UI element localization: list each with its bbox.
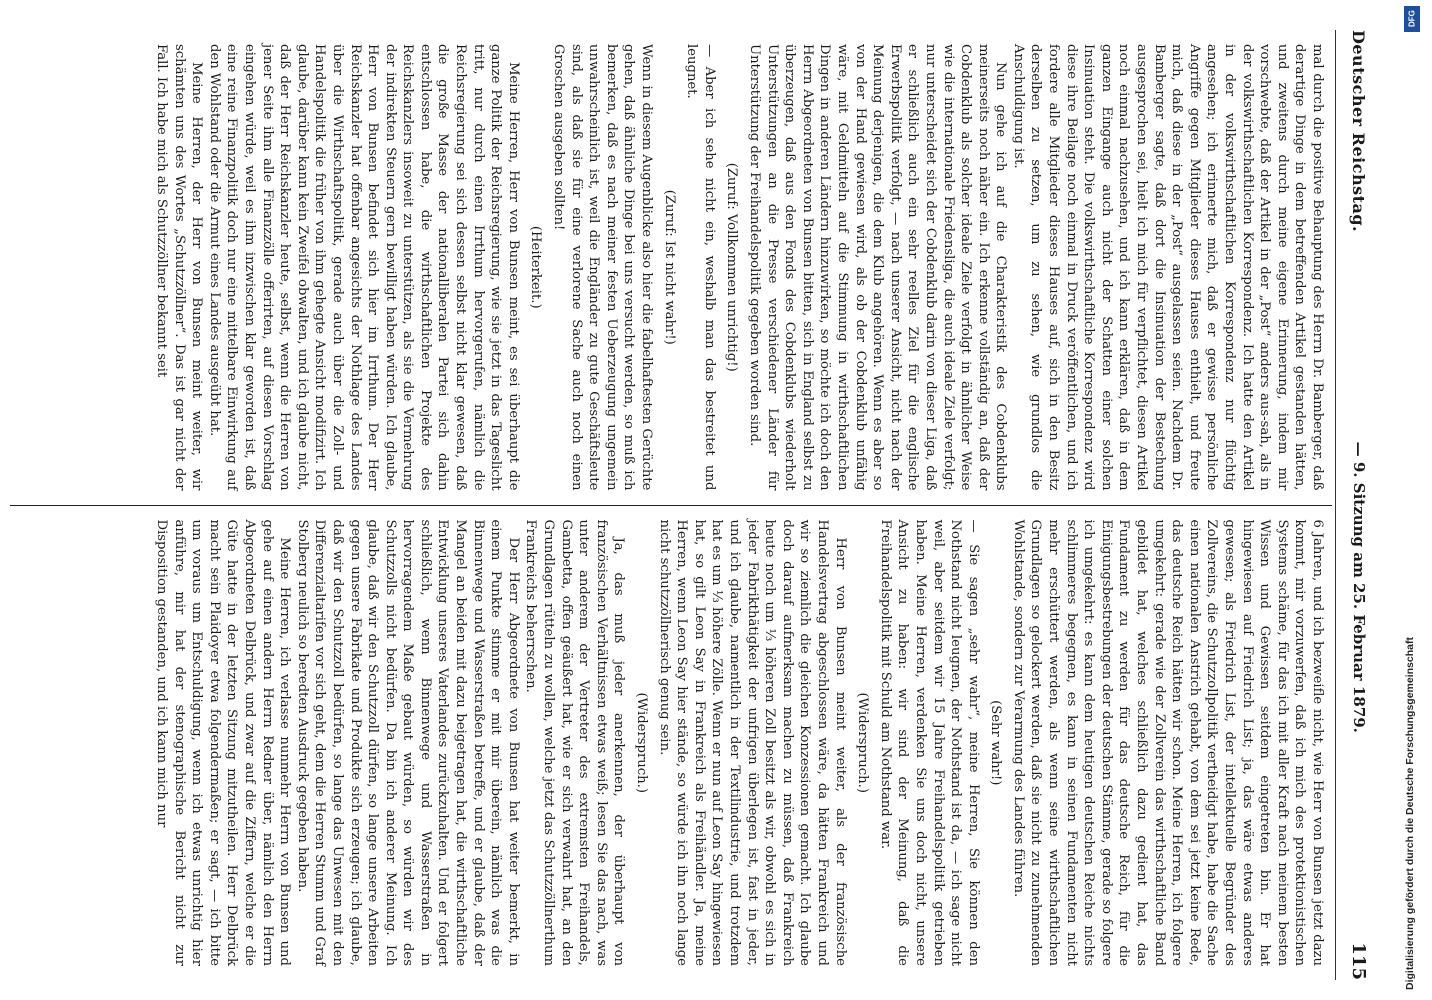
interjection: (Widerspruch.) [855, 692, 871, 793]
page-header [1335, 30, 1382, 980]
interjection: (Sehr wahr!) [988, 700, 1004, 786]
digitization-credit: Digitalisierung gefördert durch die Deutsche Forschungsgemeinschaft [1404, 637, 1416, 990]
interjection: (Heiterkeit.) [528, 225, 544, 309]
page-number: 115 [1348, 942, 1370, 980]
paragraph: mal durch die positive Behauptung des Herrn Dr. Bamberger, daß derartige Dinge in dem betreffenden Artikel gestanden hätten, und zweitens durch meine eigene Erinnerung, indem mir vorschwebte, daß der Artikel in der „Post“ anders aus-sah, als in der volkswirthschaftlichen Korrespondenz. Ich hatte den Artikel in der volkswirthschaftlichen Korrespondenz nur flüchtig angesehen; ich erinnerte mich, daß er gewisse persönliche Angriffe gegen Mitglieder dieses Hauses enthielt, und freute mich, daß diese in der „Post“ ausgelassen seien. Nachdem Dr. Bamberger sagte, daß dort die Insinuation der Bestechung ausgesprochen sei, hielt ich mich für verpflichtet, diesen Artikel noch einmal nachzusehen, und ich kann erklären, daß in dem ganzen Eingange auch nicht der Schatten einer solchen Insinuation steht. Die volkswirthschaftliche Korrespondenz wird diese ihre Beilage noch einmal in Druck veröffentlichen, und ich fordere alle Mitglieder dieses Hauses auf, sich in den Besitz derselben zu setzen, um zu sehen, wie grundlos die Anschuldigung ist. [1010, 44, 1325, 491]
paragraph: — Sie sagen „sehr wahr“, meine Herren, Sie können den Nothstand nicht leugnen, der Nothstand ist da, — ich sage nicht weil, aber seitdem wir 15 Jahre Freihandelspolitik getrieben haben. Meine Herren, verdenken Sie uns doch nicht, unsere Ansicht zu haben: wir sind der Meinung, daß die Freihandelspolitik mit Schuld am Nothstand war. [877, 519, 981, 966]
paragraph: Ja, das muß jeder anerkennen, der überhaupt von französischen Verhältnissen etwas weiß; lesen Sie das nach, was unter anderem der Vertreter des extremsten Freihandels, Gambetta, offen geäußert hat, wie er sich verwahrt hat, an den Grundlagen rütteln zu wollen, welche jetzt das Schutzzöllnerthum Frankreichs beherrschen. [523, 519, 627, 966]
dfg-logo: DFG [1404, 6, 1420, 32]
right-column [10, 505, 1332, 981]
paragraph: — Aber ich sehe nicht ein, weshalb man das bestreitet und leugnet. [684, 44, 717, 491]
interjection: (Widerspruch.) [634, 692, 650, 793]
credit-strip [1392, 0, 1432, 1000]
paragraph: Meine Herren, Herr von Bunsen meint, es sei überhaupt die ganze Politik der Reichsregierung, wie sie jetzt in das Tageslicht tritt, nur durch einen Irrthum hervorgerufen, nämlich die Reichsregierung sei sich dessen selbst nicht klar gewesen, daß die große Masse der nationalliberalen Partei sich dahin entschlossen habe, die wirthschaftlichen Projekte des Reichskanzlers insoweit zu unterstützen, als sie die Vermehrung der indirekten Steuern gern bewilligt haben würden. Ich glaube, Herr von Bunsen befindet sich hier im Irrthum. Der Herr Reichskanzler hat offenbar angesichts der Nothlage des Landes über die Wirthschaftspolitik, gerade auch über die Zoll- und Handelspolitik die früher von ihm gehegte Ansicht modifizirt. Ich glaube, darüber kann kein Zweifel obwalten, und ich glaube nicht, daß der Herr Reichskanzler heute, selbst, wenn die Herren von jener Seite ihm alle Finanzzölle offerirten, auf diesen Vorschlag eingehen würde, weil es ihm inzwischen klar geworden ist, daß eine reine Finanzpolitik doch nur eine mittelbare Einwirkung auf den Wohlstand oder die Armut eines Landes ausgeübt hat. [206, 44, 521, 491]
session-date: — 9. Sitzung am 25. Februar 1879. [1350, 441, 1368, 733]
paragraph: 6 Jahren, und ich bezweifle nicht, wie Herr von Bunsen jetzt dazu kommt, mir vorzuwerfen, daß ich mich des protektionistischen Systems schäme, für das ich mit aller Kraft nach meinem besten Wissen und Gewissen seitdem eingetreten bin. Er hat hingewiesen auf Friedrich List; ja, das wäre etwas anderes gewesen; als Friedrich List, der intellektuelle Begründer des Zollvereins, die Schutzzollpolitik vertheidigt habe, habe die Sache einen nationalen Anstrich gehabt, von dem sei jetzt keine Rede, das deutsche Reich hätten wir schon. Meine Herren, ich folgere umgekehrt: gerade wie der Zollverein das wirthschaftliche Band gebildet hat, welches schließlich dazu gedient hat, das Fundament zu werden für das deutsche Reich, für die Einigungsbestrebungen der deutschen Stämme, gerade so folgere ich umgekehrt: es kann dem heutigen deutschen Reiche nichts schlimmeres begegnen, es kann in seinen Fundamenten nicht mehr erschüttert werden, als wenn seine wirthschaftlichen Grundlagen so gelockert werden, daß sie nicht zu zunehmenden Wohlstande, sondern zur Verarmung des Landes führen. [1010, 519, 1325, 966]
left-column [10, 30, 1332, 505]
paragraph: Meine Herren, ich verlasse nunmehr Herrn von Bunsen und gehe auf einen andern Herrn Redner über, nämlich den Herrn Abgeordneten Delbrück, und zwar auf die Ziffern, welche er die Güte hatte in der letzten Sitzung mitzutheilen. Herr Delbrück macht sein Plaidoyer etwa folgendermaßen; er sagt, — ich bitte um voraus um Entschuldigung, wenn ich etwas unrichtig hier anführe, mir hat der stenographische Bericht nicht zur Disposition gestanden, und ich kann mich nur [154, 519, 293, 966]
paragraph: Wenn in diesem Augenblicke also hier die fabelhaftesten Gerüchte gehen, daß ähnliche Dinge bei uns versucht werden, so muß ich bemerken, daß es nach meiner festen Ueberzeugung ungemein unwahrscheinlich ist, weil die Engländer zu gute Geschäftsleute sind, als daß sie für eine verlorene Sache auch noch einen Groschen ausgeben sollten! [551, 44, 655, 491]
text-columns [10, 30, 1332, 980]
interjection: (Zuruf: Ist nicht wahr!) [661, 189, 677, 345]
paragraph: Herr von Bunsen meint weiter, als der französische Handelsvertrag abgeschlossen wäre, da hätten Frankreich und wir so ziemlich die gleichen Konzessionen gemacht. Ich glaube doch darauf aufmerksam machen zu müssen, daß Frankreich heute noch um ⅓ höheren Zoll besitzt als wir, obwohl es sich in jeder Fabrikthätigkeit der unfrigen überlegen ist, fast in jeder, und ich glaube, namentlich in der Textilindustrie, und trotzdem hat es um ⅓ höhere Zölle. Wenn er nun auf Leon Say hingewiesen hat, so gilt Leon Say in Frankreich als Freihändler. Ja, meine Herren, wenn Leon Say hier stände, so würde ich ihn noch lange nicht schutzzöllnerisch genug sein. [656, 519, 848, 966]
interjection: (Zuruf: Vollkommen unrichtig!) [724, 162, 740, 372]
running-title: Deutscher Reichstag. [1349, 30, 1369, 233]
paragraph: Der Herr Abgeordnete von Bunsen hat weiter bemerkt, in einem Punkte stimme er mit mir überein, nämlich was die Binnenwege und Wasserstraßen betreffe, und er glaube, daß der Mangel an beiden mit dazu beigetragen hat, die wirthschaftliche Entwicklung unseres Vaterlandes zurückzuhalten. Und er folgert schließlich, wenn Binnenwege und Wasserstraßen in hervorragendem Maße gebaut würden, so würden wir des Schutzzolls nicht bedürfen. Da bin ich anderer Meinung. Ich glaube, daß wir den Schutzzoll dürfen, so lange unsere Arbeiten gegen unsere Fabrikate und Produkte sich erzeugen; ich glaube, daß wir den Schutzzoll bedürfen, so lange das Unwesen mit den Differenzialtarifen vor sich geht, dem die Herren Stumm und Graf Stolberg neulich so beredten Ausdruck gegeben haben. [294, 519, 521, 966]
paragraph: Nun gehe ich auf die Charakteristik des Cobdenklubs meinerseits noch näher ein. Ich erkenne vollständig an, daß der Cobdenklub als solcher ideale Ziele verfolgt in ähnlicher Weise wie die internationale Friedensliga, die auch ideale Ziele verfolgt; nur unterscheidet sich der Cobdenklub darin von dieser Liga, daß er schließlich auch ein sehr reelles Ziel für die englische Erwerbspolitik verfolgt, — nach unserer Ansicht, nicht nach der Meinung derjenigen, die dem Klub angehören. Wenn es aber so von der Hand gewiesen wird, als ob der Cobdenklub unfähig wäre, mit Geldmitteln auf die Stimmung in wirthschaftlichen Dingen in anderen Ländern hinzuwirken, so möchte ich doch den Herrn Abgeordneten von Bunsen bitten, sich in England selbst zu überzeugen, daß aus den Fonds des Cobdenklubs wiederholt Unterstützungen an die Presse verschiedener Länder für Unterstützung der Freihandelspolitik gegeben worden sind. [747, 44, 1009, 491]
paragraph: Meine Herren, der Herr von Bunsen meint weiter, wir schämten uns des Wortes „Schutzzöllner“. Das ist gar nicht der Fall. Ich habe mich als Schutzzöllner bekannt seit [154, 44, 205, 491]
